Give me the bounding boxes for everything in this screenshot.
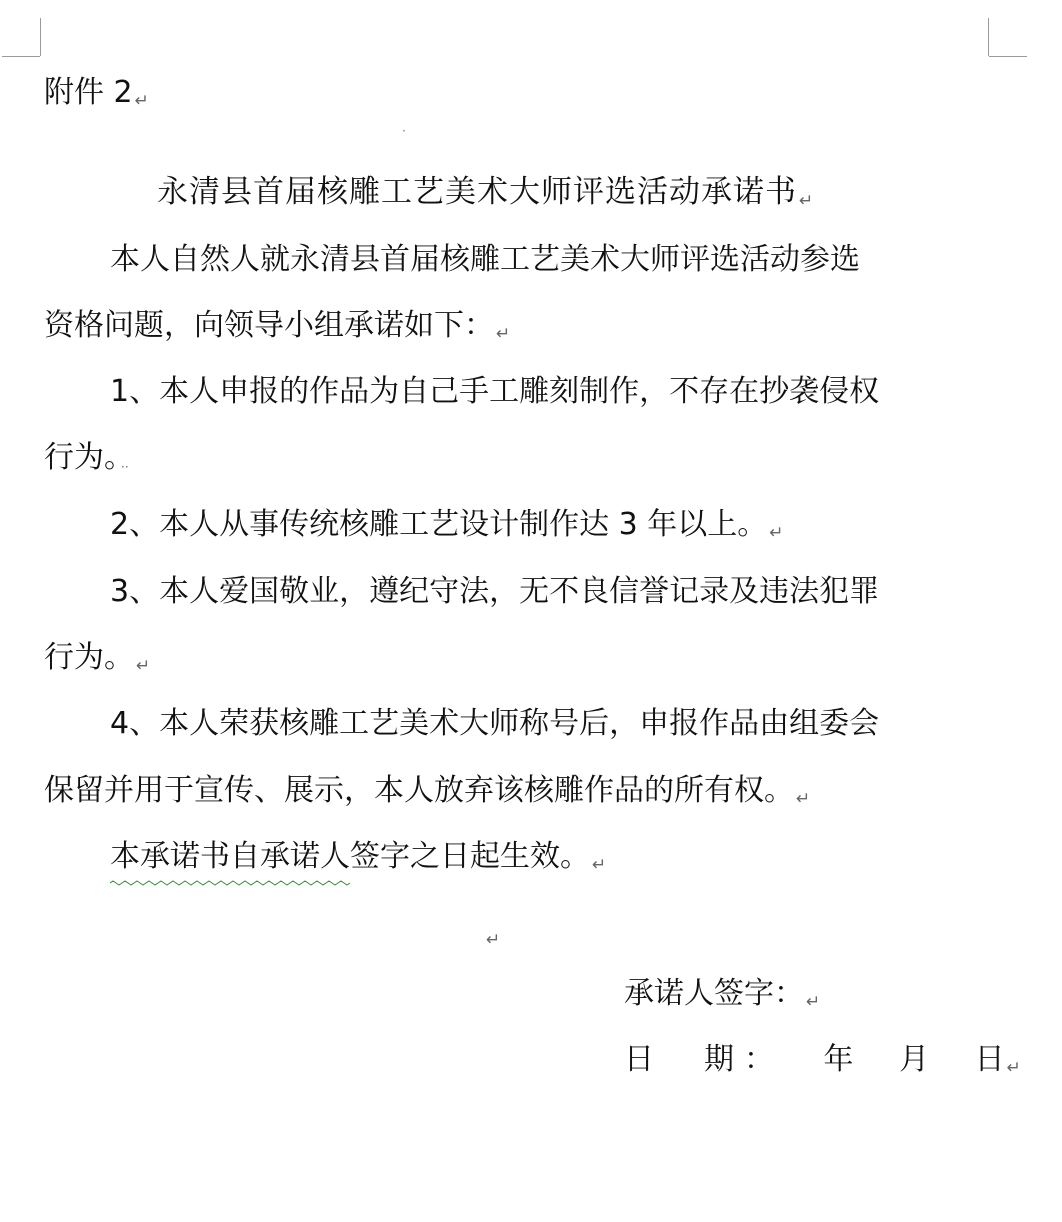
paragraph-mark-icon: ↵ <box>134 91 149 111</box>
paragraph-mark-icon: ↵ <box>769 523 784 543</box>
crop-mark-top-right-horizontal <box>989 56 1027 57</box>
date-line <box>624 1040 1021 1088</box>
document-title: 永清县首届核雕工艺美术大师评选活动承诺书 ↵ <box>157 174 815 211</box>
spellcheck-underline <box>110 880 350 886</box>
attachment-label: 附件 2 ↵ <box>44 75 149 111</box>
empty-paragraph <box>484 912 500 960</box>
item-4-line-2: 保留并用于宣传、展示，本人放弃该核雕作品的所有权。 ↵ <box>44 773 811 809</box>
stray-mark: · <box>402 124 406 138</box>
crop-mark-top-left-horizontal <box>2 56 40 57</box>
date-label: 日 期： <box>624 1042 784 1077</box>
crop-mark-top-left-vertical <box>40 18 41 56</box>
item-4-line-1: 4、本人荣获核雕工艺美术大师称号后，申报作品由组委会 <box>110 706 880 741</box>
paragraph-mark-icon: ↵ <box>592 855 607 875</box>
year-label: 年 <box>823 1042 854 1077</box>
signature-label: 承诺人签字： ↵ <box>624 976 821 1012</box>
item-3-line-2: 行为。 ↵ <box>44 640 151 676</box>
crop-mark-top-right-vertical <box>988 18 989 56</box>
paragraph-mark-icon: ·· <box>121 460 129 474</box>
paragraph-mark-icon: ↵ <box>486 930 501 950</box>
month-label: 月 <box>899 1042 930 1077</box>
paragraph-mark-icon: ↵ <box>799 191 815 211</box>
intro-line-2: 资格问题，向领导小组承诺如下： ↵ <box>44 308 511 344</box>
paragraph-mark-icon: ↵ <box>806 992 821 1012</box>
paragraph-mark-icon: ↵ <box>1006 1058 1021 1078</box>
day-label: 日 <box>974 1042 1005 1077</box>
paragraph-mark-icon: ↵ <box>136 656 151 676</box>
paragraph-mark-icon: ↵ <box>796 789 811 809</box>
item-2: 2、本人从事传统核雕工艺设计制作达 3 年以上。 ↵ <box>110 507 784 543</box>
item-1-line-1: 1、本人申报的作品为自己手工雕刻制作，不存在抄袭侵权 <box>110 374 880 409</box>
item-1-line-2: 行为。 ·· <box>44 440 129 475</box>
intro-line-1: 本人自然人就永清县首届核雕工艺美术大师评选活动参选 <box>110 242 860 277</box>
effective-statement: 本承诺书自承诺人签字之日起生效。 ↵ <box>110 839 607 875</box>
item-3-line-1: 3、本人爱国敬业，遵纪守法，无不良信誉记录及违法犯罪 <box>110 574 880 609</box>
paragraph-mark-icon: ↵ <box>496 324 511 344</box>
